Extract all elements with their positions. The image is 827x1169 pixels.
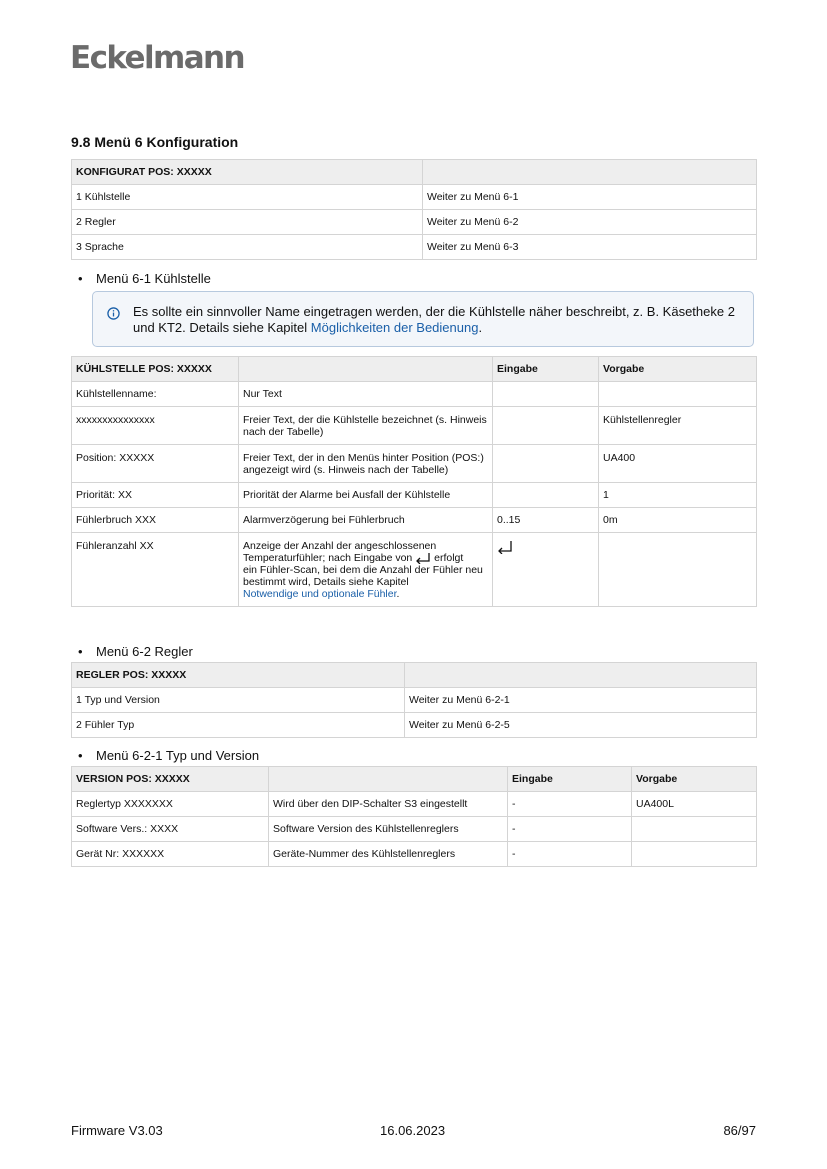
info-note-text [133, 304, 743, 336]
cell-text: erfolgt [434, 552, 464, 564]
table-row [72, 533, 757, 607]
table-cell: 1 [599, 483, 757, 508]
table-row [72, 713, 757, 738]
table-row [72, 235, 757, 260]
table-row [72, 792, 757, 817]
table-cell [493, 407, 599, 445]
bullet-dot-icon: • [78, 271, 83, 286]
table-header-cell [269, 767, 508, 792]
link-bedienung[interactable]: Möglichkeiten der Bedienung [310, 320, 479, 335]
table-cell [599, 382, 757, 407]
cell-text: Anzeige der Anzahl der angeschlossenen [243, 540, 437, 552]
table-row [72, 842, 757, 867]
kuehlstelle-table [71, 356, 757, 607]
table-cell: Weiter zu Menü 6-1 [423, 185, 757, 210]
bullet-item [78, 748, 259, 763]
table-cell [632, 817, 757, 842]
table-header-cell: Eingabe [508, 767, 632, 792]
table-header-cell: KÜHLSTELLE POS: XXXXX [72, 357, 239, 382]
table-cell: Kühlstellenregler [599, 407, 757, 445]
table-cell: xxxxxxxxxxxxxxx [72, 407, 239, 445]
table-cell: 3 Sprache [72, 235, 423, 260]
table-header-row [72, 663, 757, 688]
table-cell: Priorität der Alarme bei Ausfall der Kühlstelle [239, 483, 493, 508]
table-cell [239, 533, 493, 607]
table-header-cell: Vorgabe [632, 767, 757, 792]
table-cell: UA400 [599, 445, 757, 483]
table-row [72, 210, 757, 235]
regler-table [71, 662, 757, 738]
table-row [72, 185, 757, 210]
table-cell: 0..15 [493, 508, 599, 533]
table-cell: Weiter zu Menü 6-2-1 [405, 688, 757, 713]
table-cell [632, 842, 757, 867]
table-row [72, 688, 757, 713]
enter-key-icon [497, 540, 513, 554]
table-cell: 0m [599, 508, 757, 533]
footer-date: 16.06.2023 [380, 1123, 446, 1138]
info-note-box [92, 291, 754, 347]
bullet-item [78, 644, 193, 659]
footer-firmware: Firmware V3.03 [71, 1123, 163, 1138]
table-cell: Freier Text, der in den Menüs hinter Position (POS:) angezeigt wird (s. Hinweis nach der Tabelle) [239, 445, 493, 483]
info-icon [107, 307, 120, 320]
table-cell: UA400L [632, 792, 757, 817]
table-cell: Software Version des Kühlstellenreglers [269, 817, 508, 842]
table-cell: Software Vers.: XXXX [72, 817, 269, 842]
table-cell: Position: XXXXX [72, 445, 239, 483]
table-cell [493, 483, 599, 508]
table-header-row [72, 160, 757, 185]
enter-key-icon [415, 552, 431, 564]
cell-text: ein Fühler-Scan, bei dem die Anzahl der Fühler neu bestimmt wird, Details siehe Kapitel [243, 564, 483, 589]
table-cell: Reglertyp XXXXXXX [72, 792, 269, 817]
config-table [71, 159, 757, 260]
table-cell: Wird über den DIP-Schalter S3 eingestellt [269, 792, 508, 817]
table-header-cell: REGLER POS: XXXXX [72, 663, 405, 688]
table-header-cell [239, 357, 493, 382]
table-row [72, 508, 757, 533]
table-header-row [72, 767, 757, 792]
table-row [72, 382, 757, 407]
cell-text: . [396, 588, 400, 601]
note-text: Es sollte ein sinnvoller Name eingetragen werden, der die Kühlstelle näher beschreibt, z. B. Käsetheke 2 und KT2. Details siehe Kapitel [133, 304, 735, 335]
table-cell: Weiter zu Menü 6-2-5 [405, 713, 757, 738]
note-end: . [478, 320, 483, 335]
table-row [72, 483, 757, 508]
table-cell: 1 Typ und Version [72, 688, 405, 713]
table-header-row [72, 357, 757, 382]
table-cell [493, 382, 599, 407]
table-header-cell [423, 160, 757, 185]
table-cell: - [508, 792, 632, 817]
table-header-cell: KONFIGURAT POS: XXXXX [72, 160, 423, 185]
table-cell: - [508, 842, 632, 867]
table-cell: 1 Kühlstelle [72, 185, 423, 210]
table-cell [493, 533, 599, 607]
table-cell: Nur Text [239, 382, 493, 407]
section-title: 9.8 Menü 6 Konfiguration [71, 134, 239, 150]
table-cell: - [508, 817, 632, 842]
bullet-text: Menü 6-2 Regler [96, 644, 193, 659]
bullet-dot-icon: • [78, 644, 83, 659]
table-cell: Weiter zu Menü 6-3 [423, 235, 757, 260]
table-cell: Freier Text, der die Kühlstelle bezeichnet (s. Hinweis nach der Tabelle) [239, 407, 493, 445]
table-cell: Fühlerbruch XXX [72, 508, 239, 533]
table-cell [493, 445, 599, 483]
table-cell: Kühlstellenname: [72, 382, 239, 407]
table-row [72, 817, 757, 842]
table-cell: Priorität: XX [72, 483, 239, 508]
table-cell: Gerät Nr: XXXXXX [72, 842, 269, 867]
table-header-cell [405, 663, 757, 688]
table-cell: 2 Regler [72, 210, 423, 235]
footer-page-number: 86/97 [723, 1123, 756, 1138]
bullet-text: Menü 6-1 Kühlstelle [96, 271, 211, 286]
bullet-dot-icon: • [78, 748, 83, 763]
bullet-text: Menü 6-2-1 Typ und Version [96, 748, 260, 763]
table-cell: 2 Fühler Typ [72, 713, 405, 738]
table-header-cell: Eingabe [493, 357, 599, 382]
table-row [72, 445, 757, 483]
table-cell: Geräte-Nummer des Kühlstellenreglers [269, 842, 508, 867]
table-header-cell: Vorgabe [599, 357, 757, 382]
company-logo: Eckelmann [70, 40, 244, 76]
link-fuehler[interactable]: Notwendige und optionale Fühler [243, 588, 397, 601]
version-table [71, 766, 757, 867]
table-cell: Weiter zu Menü 6-2 [423, 210, 757, 235]
table-cell: Alarmverzögerung bei Fühlerbruch [239, 508, 493, 533]
table-row [72, 407, 757, 445]
table-cell [599, 533, 757, 607]
table-header-cell: VERSION POS: XXXXX [72, 767, 269, 792]
bullet-item [78, 271, 211, 286]
cell-text: Temperaturfühler; nach Eingabe von [243, 552, 413, 564]
table-cell: Fühleranzahl XX [72, 533, 239, 607]
